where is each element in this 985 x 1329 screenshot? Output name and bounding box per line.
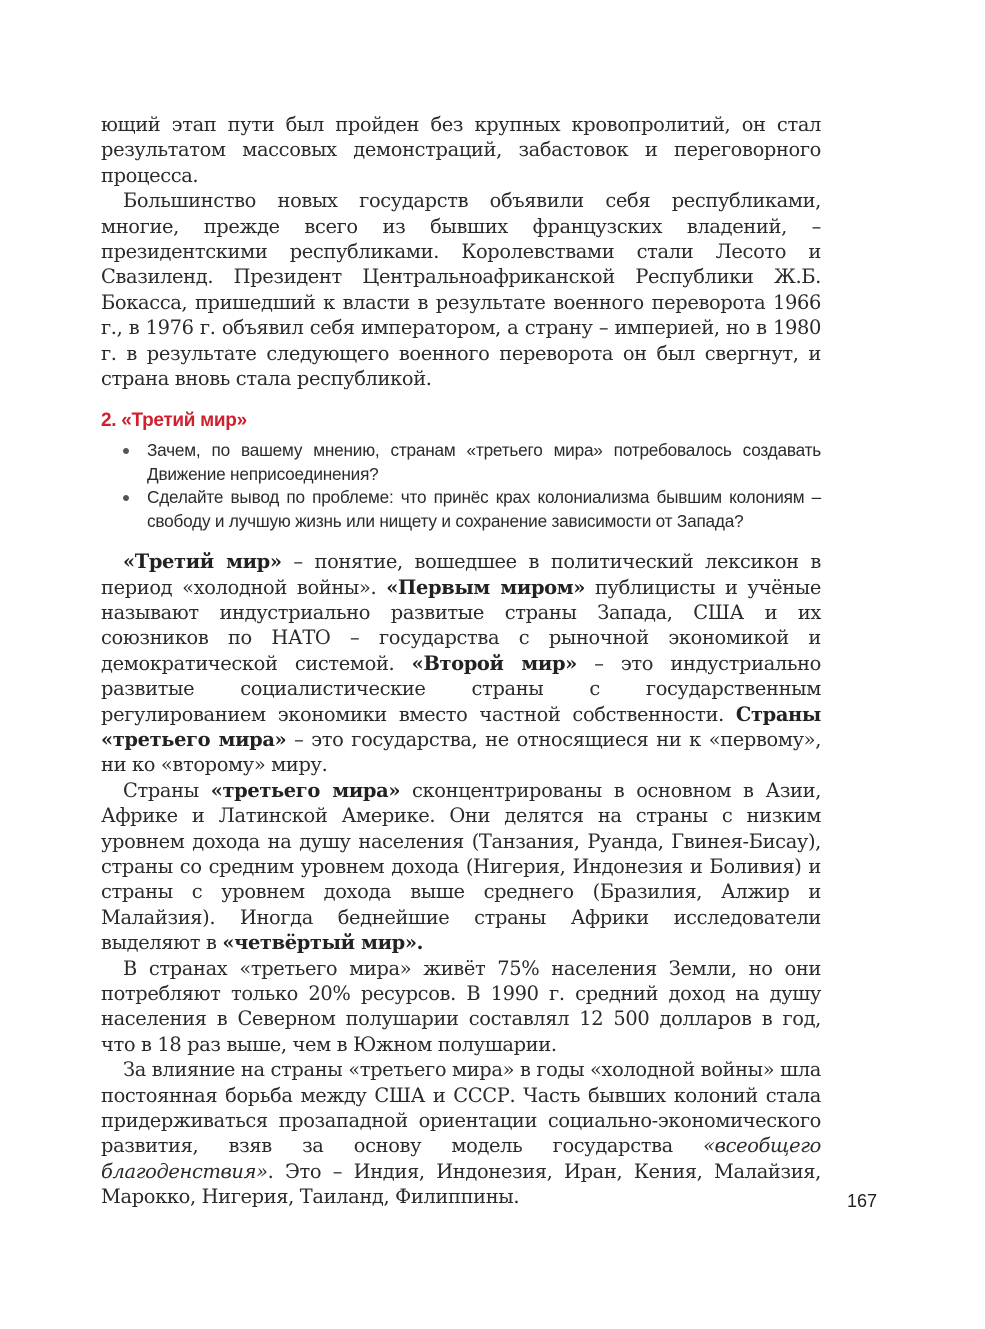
term-welfare-state: «всеобщего благоденствия»	[101, 1134, 821, 1183]
question-text: Сделайте вывод по проблеме: что принёс крах колониализма бывшим колониям – свободу и лучшую жизнь или нищету и сохранение зависимости от Запада?	[147, 487, 821, 531]
text-span: сконцентрированы в основном в Азии, Африке и Латинской Америке. Они делятся на страны с низким уровнем дохода на душу населения (Танзания, Руанда, Гвинея-Бисау), страны со средним уровнем дохода (Нигерия, Индонезия и Боливия) и страны с уровнем дохода выше среднего (Бразилия, Алжир и Малайзия). Иногда беднейшие страны Африки исследователи выделяют в	[101, 778, 822, 955]
bullet-icon	[123, 495, 129, 501]
term-second-world: «Второй мир»	[411, 651, 577, 675]
section-heading: 2. «Третий мир»	[101, 410, 247, 432]
text-span: – это индустриально развитые социалистические страны с государственным регулированием экономики вместо частной собственности.	[101, 651, 821, 726]
paragraph-regions	[101, 778, 821, 956]
paragraph-definitions	[101, 549, 821, 778]
question-item	[101, 439, 821, 486]
textbook-page	[101, 112, 821, 1210]
question-list	[101, 439, 821, 533]
paragraph-republics: Большинство новых государств объявили себя республиками, многие, прежде всего из бывших французских владений, – президентскими республиками. Королевствами стали Лесото и Свазиленд. Президент Центральноафриканской Республики Ж.Б. Бокасса, пришедший к власти в результате военного переворота 1966 г., в 1976 г. объявил себя императором, а страну – империей, но в 1980 г. в результате следующего военного переворота он был свергнут, и страна вновь стала республикой.	[101, 189, 821, 391]
text-span: Страны	[123, 778, 211, 802]
page-number: 167	[847, 1191, 878, 1211]
term-fourth-world: «четвёртый мир».	[222, 931, 423, 955]
term-third-world: «Третий мир»	[123, 550, 282, 574]
term-third-world-countries: Страны «третьего мира»	[101, 702, 821, 751]
paragraph-statistics: В странах «третьего мира» живёт 75% населения Земли, но они потребляют только 20% ресурсов. В 1990 г. средний доход на душу населения в Северном полушарии составлял 12 500 долларов в год, что в 18 раз выше, чем в Южном полушарии.	[101, 956, 821, 1056]
text-span: – понятие, вошедшее в политический лексикон в период «холодной войны».	[101, 550, 821, 599]
bullet-icon	[123, 448, 129, 454]
paragraph-intro-continuation: ющий этап пути был пройден без крупных кровопролитий, он стал результатом массовых демонстраций, забастовок и переговорного процесса.	[101, 113, 821, 187]
term-first-world: «Первым миром»	[386, 575, 586, 599]
text-span: публицисты и учёные называют индустриально развитые страны Запада, США и их союзников по НАТО – государства с рыночной экономикой и демократической системой.	[101, 575, 821, 675]
text-span: – это государства, не относящиеся ни к «первому», ни ко «второму» миру.	[101, 727, 822, 777]
text-span: За влияние на страны «третьего мира» в годы «холодной войны» шла постоянная борьба между США и СССР. Часть бывших колоний стала придерживаться прозападной ориентации социально-экономического развития, взяв за основу модель государства	[101, 1058, 821, 1158]
question-text: Зачем, по вашему мнению, странам «третьего мира» потребовалось создавать Движение неприсоединения?	[147, 440, 821, 484]
paragraph-influence	[101, 1057, 821, 1209]
term-third-world-inline: «третьего мира»	[210, 778, 401, 802]
text-span: . Это – Индия, Индонезия, Иран, Кения, Малайзия, Марокко, Нигерия, Таиланд, Филиппины.	[101, 1159, 821, 1209]
question-item	[101, 486, 821, 533]
